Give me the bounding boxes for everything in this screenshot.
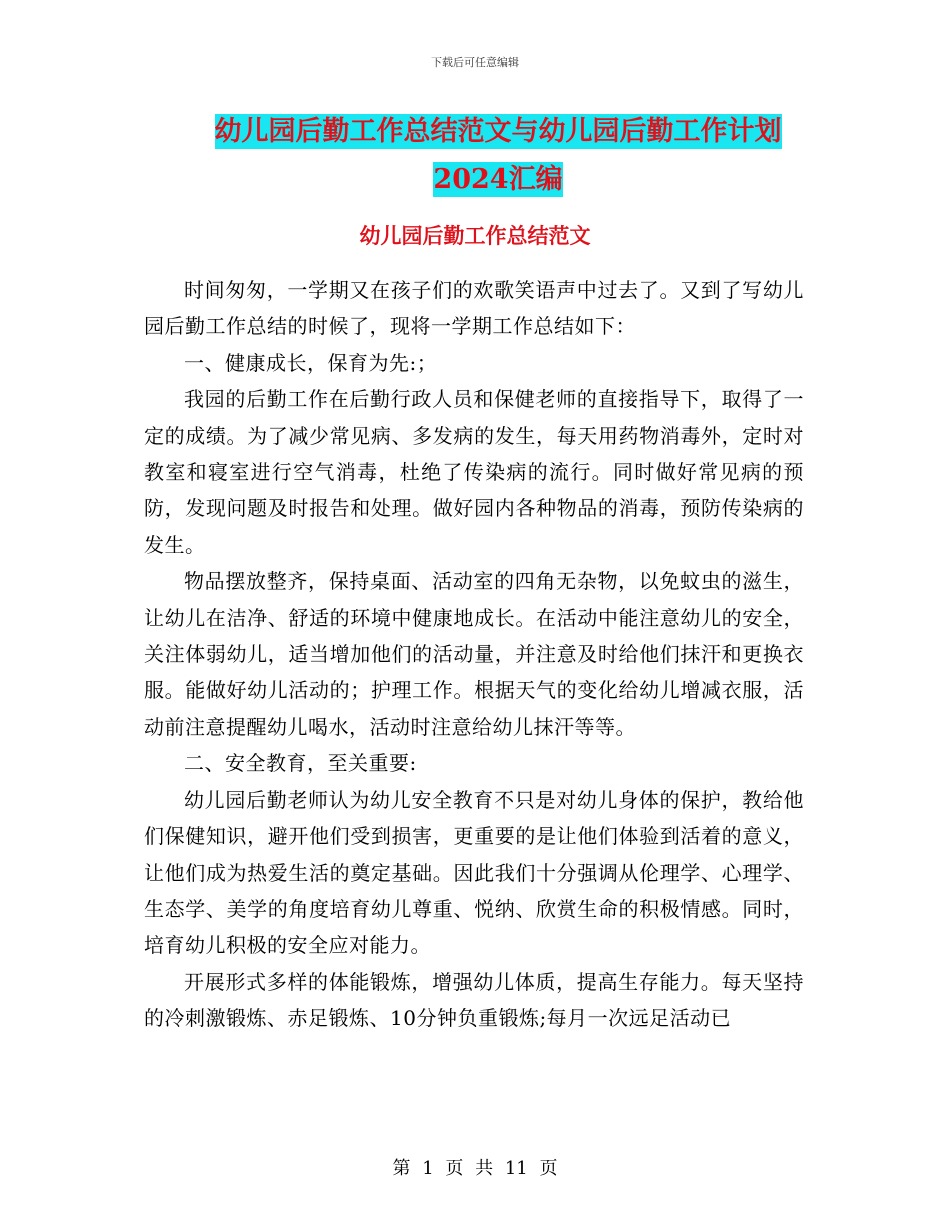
document-title-text: 幼儿园后勤工作总结范文与幼儿园后勤工作计划2024汇编 <box>214 116 782 195</box>
section-title: 幼儿园后勤工作总结范文 <box>359 223 591 248</box>
document-body <box>144 272 804 1037</box>
paragraph-health-1: 我园的后勤工作在后勤行政人员和保健老师的直接指导下，取得了一定的成绩。为了减少常见病、多发病的发生，每天用药物消毒外，定时对教室和寝室进行空气消毒，杜绝了传染病的流行。同时做好常见病的预防，发现问题及时报告和处理。做好园内各种物品的消毒，预防传染病的发生。 <box>144 387 804 557</box>
paragraph-safety-2: 开展形式多样的体能锻炼，增强幼儿体质，提高生存能力。每天坚持的冷刺激锻炼、赤足锻炼、10分钟负重锻炼;每月一次远足活动已 <box>144 969 804 1031</box>
heading-health: 一、健康成长，保育为先:； <box>184 350 438 375</box>
page-number: 第 1 页 共 11 页 <box>392 1158 558 1179</box>
header-note: 下载后可任意编辑 <box>431 56 519 69</box>
paragraph-safety-1: 幼儿园后勤老师认为幼儿安全教育不只是对幼儿身体的保护，教给他们保健知识，避开他们受到损害，更重要的是让他们体验到活着的意义，让他们成为热爱生活的奠定基础。因此我们十分强调从伦理学、心理学、生态学、美学的角度培育幼儿尊重、悦纳、欣赏生命的积极情感。同时，培育幼儿积极的安全应对能力。 <box>144 787 804 958</box>
document-title <box>193 108 803 204</box>
paragraph-health-2: 物品摆放整齐，保持桌面、活动室的四角无杂物，以免蚊虫的滋生，让幼儿在洁净、舒适的环境中健康地成长。在活动中能注意幼儿的安全，关注体弱幼儿，适当增加他们的活动量，并注意及时给他们抹汗和更换衣服。能做好幼儿活动的；护理工作。根据天气的变化给幼儿增减衣服，活动前注意提醒幼儿喝水，活动时注意给幼儿抹汗等等。 <box>144 569 804 739</box>
heading-safety: 二、安全教育，至关重要: <box>184 751 417 776</box>
paragraph-intro: 时间匆匆，一学期又在孩子们的欢歌笑语声中过去了。又到了写幼儿园后勤工作总结的时候了，现将一学期工作总结如下： <box>144 278 804 339</box>
